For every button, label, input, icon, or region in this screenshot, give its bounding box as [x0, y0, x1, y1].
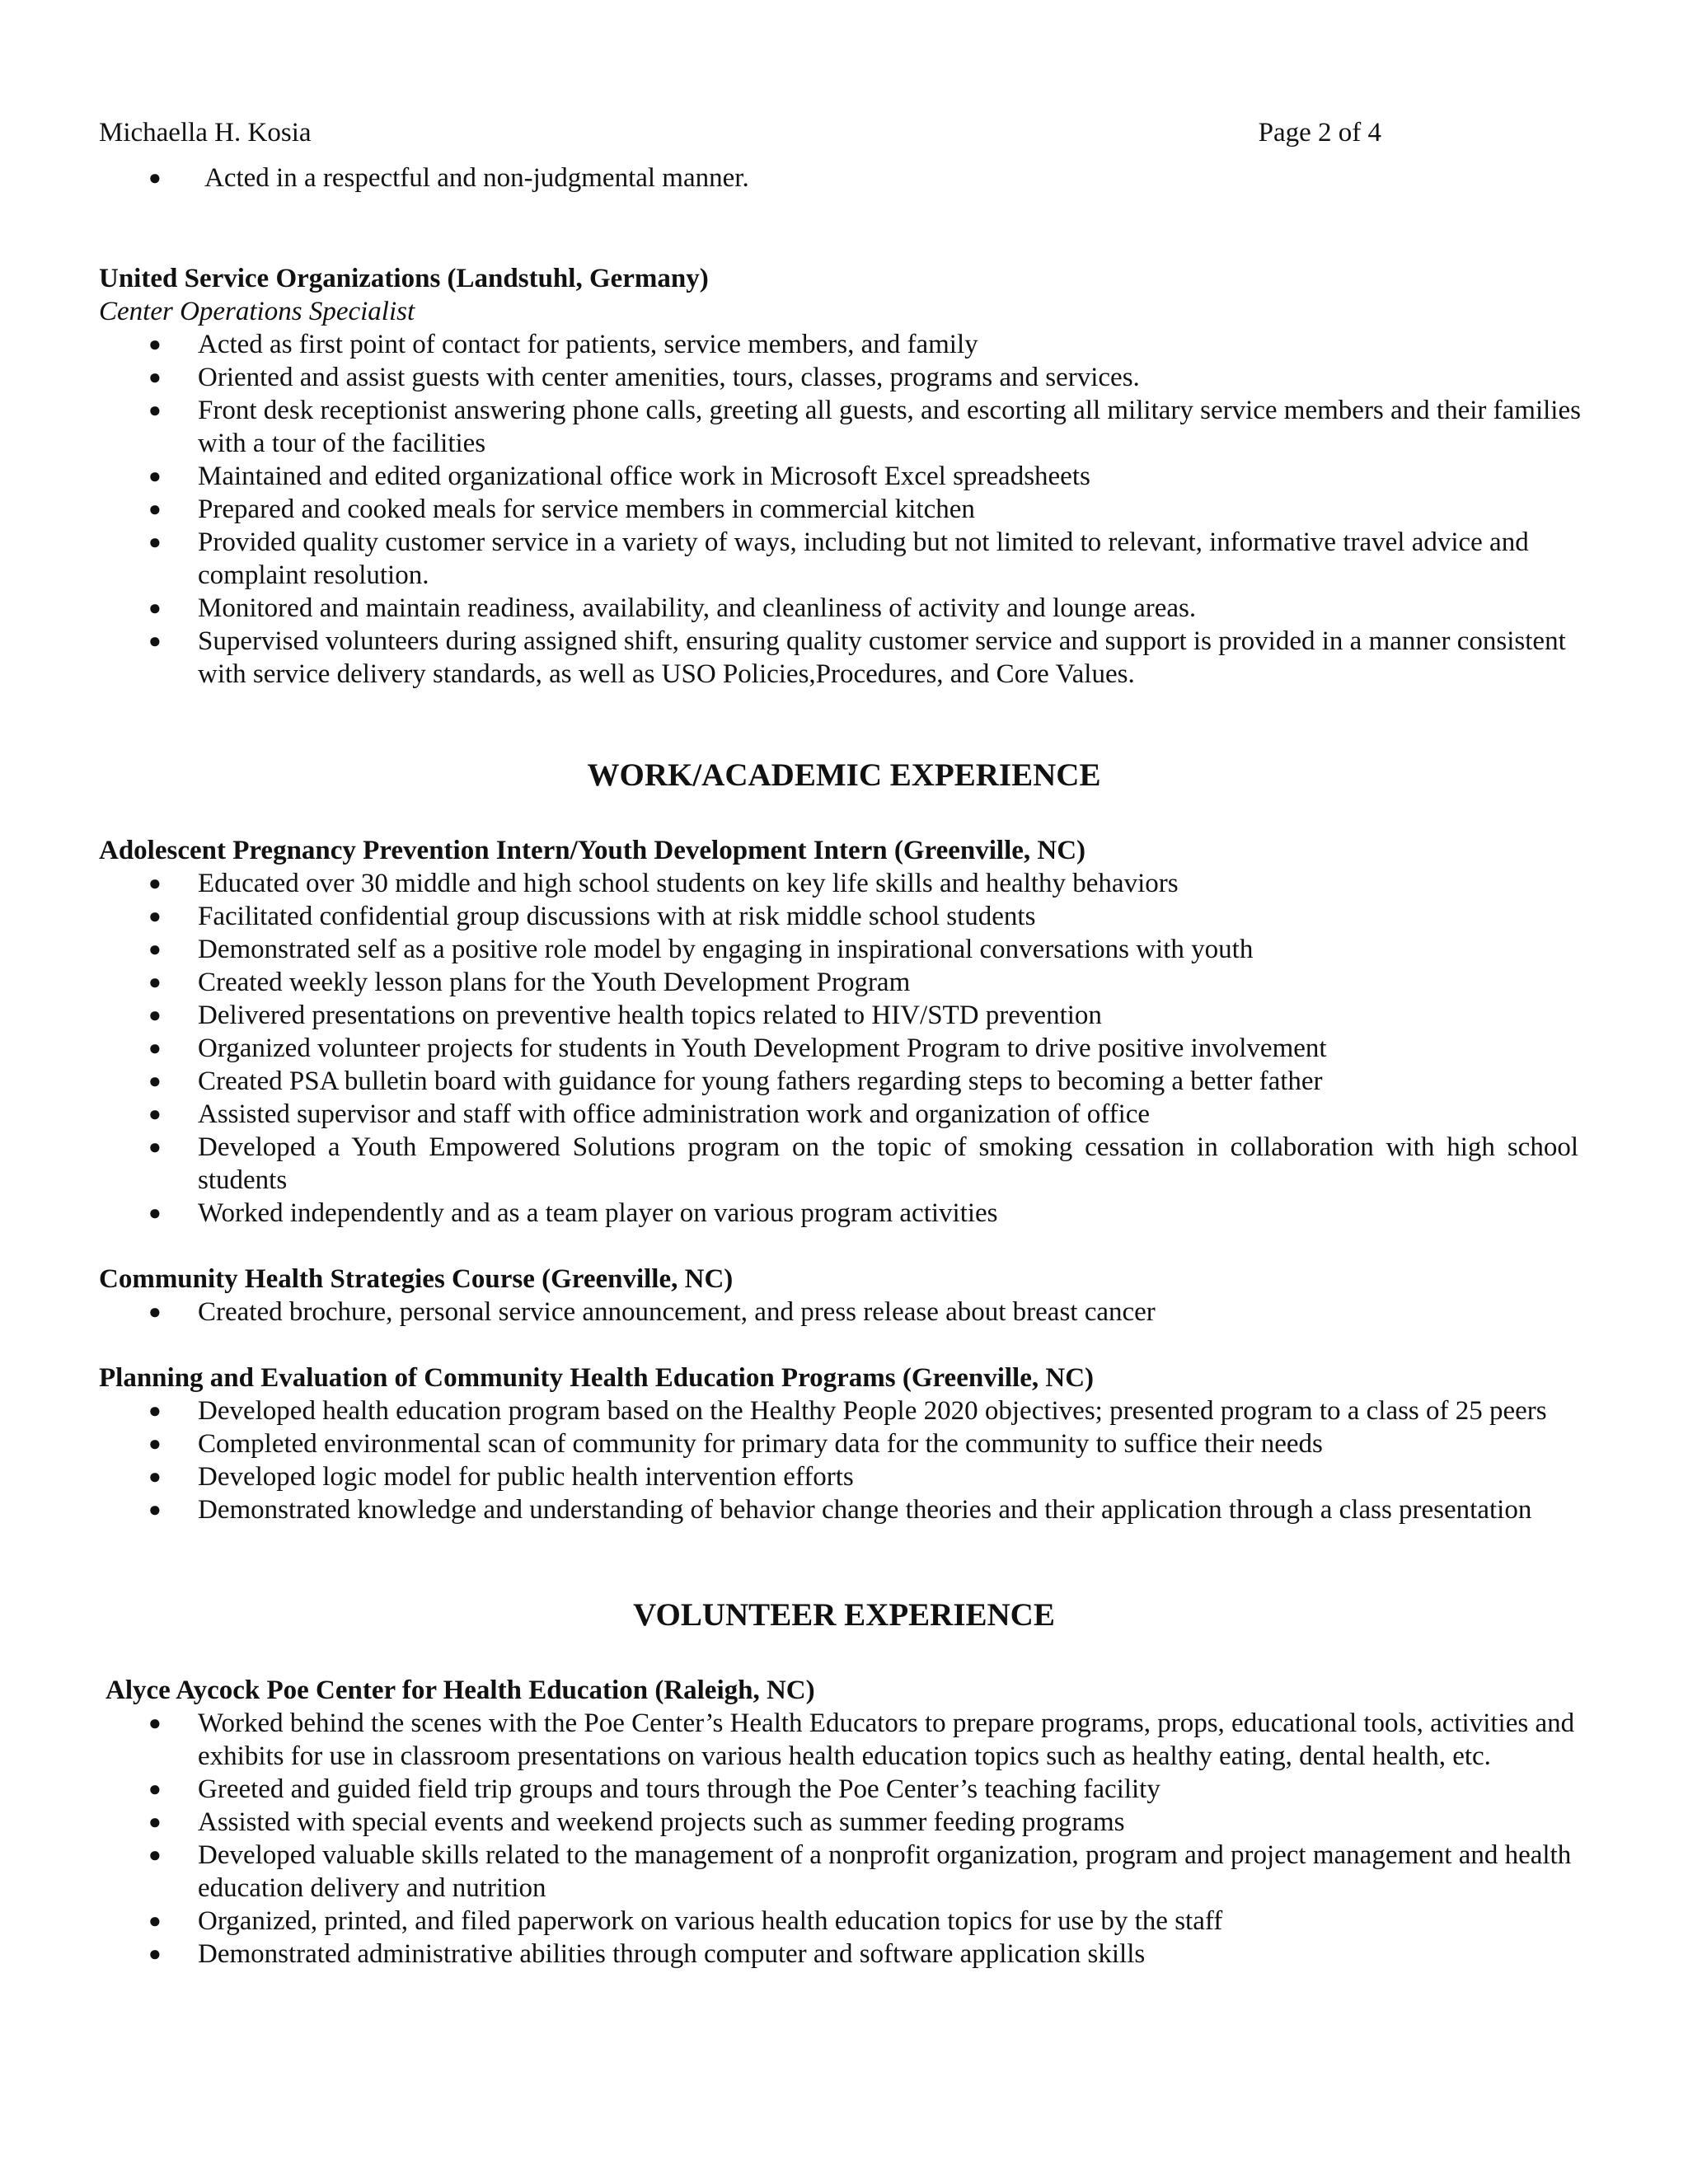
- bullet-icon: ●: [148, 1300, 162, 1324]
- list-item: ● Delivered presentations on preventive health topics related to HIV/STD prevention: [148, 1001, 1102, 1030]
- bullet-icon: ●: [148, 1069, 162, 1093]
- bullet-icon: ●: [148, 1432, 162, 1455]
- page-header: [99, 115, 1381, 151]
- bullet-icon: ●: [148, 1102, 162, 1126]
- carryover-block: [99, 162, 1582, 194]
- planning-list: [99, 1394, 1591, 1526]
- carryover-list: [99, 162, 1582, 194]
- bullet-icon: ●: [148, 332, 162, 356]
- list-item: ● Facilitated confidential group discussions with at risk middle school students: [148, 902, 1036, 931]
- course-title: Planning and Evaluation of Community Health Education Programs (Greenville, NC): [99, 1363, 1095, 1393]
- bullet-icon: ●: [148, 1810, 162, 1834]
- bullet-icon: ●: [148, 1497, 162, 1521]
- bullet-icon: ●: [148, 970, 162, 994]
- job-role: Center Operations Specialist: [99, 297, 415, 326]
- bullet-icon: ●: [148, 1711, 162, 1735]
- bullet-icon: ●: [148, 1036, 162, 1060]
- list-item: ● Created weekly lesson plans for the Youth Development Program: [148, 968, 911, 997]
- bullet-icon: ●: [148, 937, 162, 961]
- bullet-icon: ●: [148, 1003, 162, 1027]
- list-item: ● Organized volunteer projects for students in Youth Development Program to drive positive involvement: [148, 1033, 1327, 1063]
- bullet-icon: ●: [148, 1135, 162, 1159]
- poe-block: [99, 1674, 1582, 1971]
- bullet-icon: ●: [148, 530, 162, 554]
- bullet-icon: ●: [148, 1777, 162, 1801]
- planning-block: [99, 1361, 1591, 1526]
- list-item: ● Assisted supervisor and staff with office administration work and organization of office: [148, 1099, 1151, 1129]
- list-item: ● Demonstrated self as a positive role model by engaging in inspirational conversations with youth: [148, 935, 1254, 964]
- list-item: ● Organized, printed, and filed paperwork on various health education topics for use by the staff: [148, 1906, 1223, 1936]
- list-item: ● Oriented and assist guests with center amenities, tours, classes, programs and services.: [148, 363, 1140, 392]
- bullet-icon: ●: [148, 1201, 162, 1225]
- page-number: Page 2 of 4: [1258, 118, 1381, 148]
- course-title: Community Health Strategies Course (Greenville, NC): [99, 1264, 734, 1294]
- list-item: ● Developed logic model for public health intervention efforts: [148, 1462, 854, 1492]
- job-title: United Service Organizations (Landstuhl, Germany): [99, 264, 709, 293]
- bullet-icon: ●: [148, 1399, 162, 1422]
- uso-list: [99, 328, 1582, 691]
- bullet-icon: ●: [148, 166, 162, 190]
- list-item: ● Prepared and cooked meals for service members in commercial kitchen: [148, 494, 975, 524]
- bullet-icon: ●: [148, 398, 162, 422]
- list-item: ● Created brochure, personal service announcement, and press release about breast cancer: [148, 1297, 1156, 1327]
- list-item: ● Front desk receptionist answering phone calls, greeting all guests, and escorting all military service members and their families with a tour of the facilities: [148, 396, 1581, 458]
- bullet-icon: ●: [148, 464, 162, 488]
- bullet-icon: ●: [148, 497, 162, 521]
- section-heading-work: WORK/ACADEMIC EXPERIENCE: [587, 757, 1101, 793]
- list-item: ● Maintained and edited organizational office work in Microsoft Excel spreadsheets: [148, 462, 1090, 491]
- job-title: Adolescent Pregnancy Prevention Intern/Youth Development Intern (Greenville, NC): [99, 836, 1086, 865]
- intern-list: [99, 867, 1578, 1230]
- uso-block: [99, 262, 1582, 691]
- list-item: ● Created PSA bulletin board with guidance for young fathers regarding steps to becoming a better father: [148, 1066, 1323, 1096]
- bullet-icon: ●: [148, 1465, 162, 1488]
- section-heading-volunteer: VOLUNTEER EXPERIENCE: [633, 1597, 1055, 1633]
- bullet-icon: ●: [148, 904, 162, 928]
- list-item: ● Assisted with special events and weekend projects such as summer feeding programs: [148, 1807, 1125, 1837]
- bullet-icon: ●: [148, 871, 162, 895]
- list-item: ● Acted in a respectful and non-judgmental manner.: [148, 163, 749, 193]
- list-item: ● Monitored and maintain readiness, availability, and cleanliness of activity and lounge areas.: [148, 593, 1197, 623]
- list-item: ● Completed environmental scan of community for primary data for the community to suffice their needs: [148, 1429, 1323, 1459]
- org-title: Alyce Aycock Poe Center for Health Education (Raleigh, NC): [106, 1675, 815, 1705]
- list-item: ● Supervised volunteers during assigned shift, ensuring quality customer service and support is provided in a manner consistent with service delivery standards, as well as USO Policies,Procedures, and Core Values.: [148, 626, 1566, 689]
- intern-block: [99, 834, 1578, 1230]
- list-item: ● Provided quality customer service in a variety of ways, including but not limited to relevant, informative travel advice and complaint resolution.: [148, 527, 1529, 590]
- list-item: ● Worked behind the scenes with the Poe Center’s Health Educators to prepare programs, props, educational tools, activities and exhibits for use in classroom presentations on various health education topics such as healthy eating, dental health, etc.: [148, 1708, 1575, 1771]
- bullet-icon: ●: [148, 1909, 162, 1933]
- bullet-icon: ●: [148, 629, 162, 653]
- list-item: ● Greeted and guided field trip groups and tours through the Poe Center’s teaching facility: [148, 1774, 1160, 1804]
- list-item: ● Developed valuable skills related to the management of a nonprofit organization, program and project management and health education delivery and nutrition: [148, 1840, 1572, 1903]
- chs-block: [99, 1263, 1582, 1329]
- bullet-icon: ●: [148, 1942, 162, 1966]
- list-item: ● Developed health education program based on the Healthy People 2020 objectives; presented program to a class of 25 peers: [148, 1396, 1547, 1426]
- list-item: ● Developed a Youth Empowered Solutions program on the topic of smoking cessation in collaboration with high school students: [148, 1132, 1578, 1195]
- bullet-icon: ●: [148, 365, 162, 389]
- bullet-icon: ●: [148, 596, 162, 620]
- chs-list: [99, 1296, 1582, 1329]
- author-name: Michaella H. Kosia: [99, 118, 312, 148]
- poe-list: [99, 1707, 1582, 1971]
- list-item: ● Educated over 30 middle and high school students on key life skills and healthy behaviors: [148, 869, 1179, 898]
- list-item: ● Acted as first point of contact for patients, service members, and family: [148, 330, 978, 359]
- bullet-icon: ●: [148, 1843, 162, 1867]
- list-item: ● Worked independently and as a team player on various program activities: [148, 1198, 998, 1228]
- list-item: ● Demonstrated knowledge and understanding of behavior change theories and their application through a class presentation: [148, 1495, 1532, 1525]
- list-item: ● Demonstrated administrative abilities through computer and software application skills: [148, 1939, 1146, 1969]
